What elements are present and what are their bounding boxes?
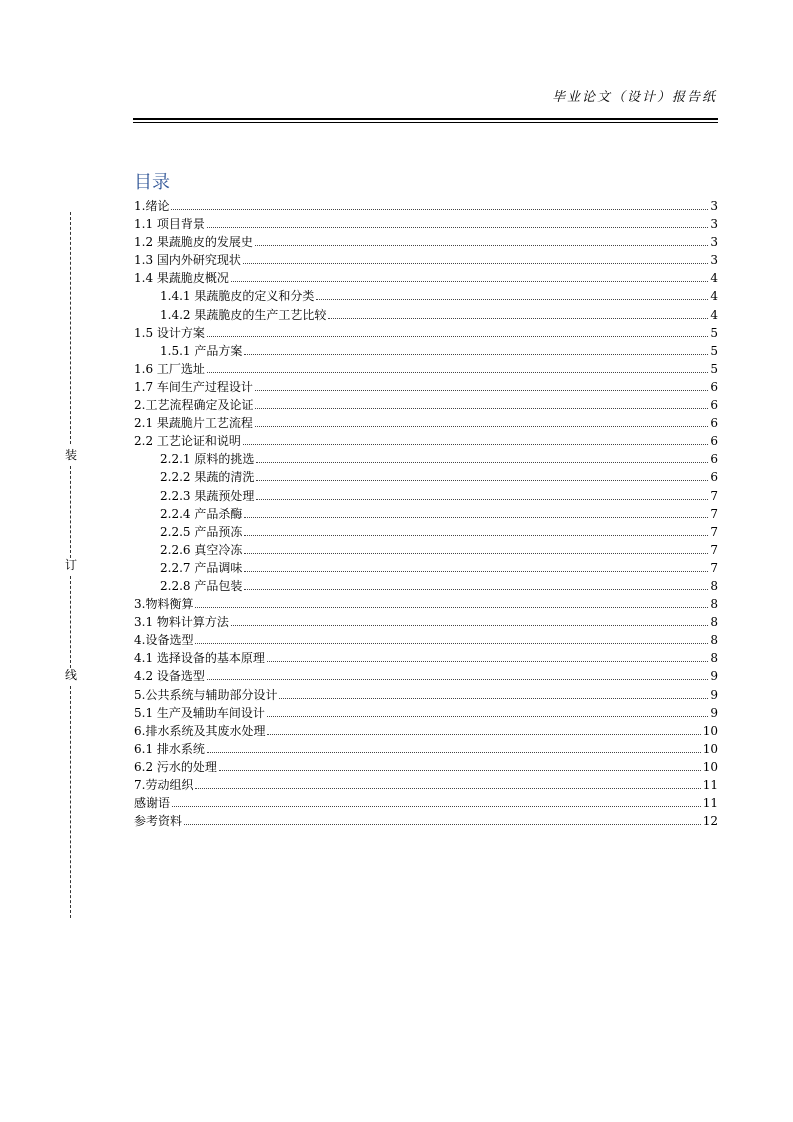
toc-entry-page-number: 6 [710,452,718,467]
toc-entry[interactable] [134,468,718,486]
toc-entry-page-number: 3 [710,199,718,213]
toc-entry[interactable] [134,541,718,559]
toc-entry-page-number: 9 [710,687,718,702]
toc-entry[interactable] [134,432,718,450]
binding-margin [64,212,78,918]
toc-entry-label: 感谢语 [134,796,171,811]
toc-entry-label: 参考资料 [134,814,183,829]
toc-entry-label: 7.劳动组织 [134,778,194,792]
toc-entry-label: 1.3 国内外研究现状 [134,253,241,268]
toc-entry-label: 5.公共系统与辅助部分设计 [134,687,278,702]
toc-entry-label: 2.2.3 果蔬预处理 [160,488,255,503]
toc-entry-page-number: 5 [710,343,718,358]
toc-entry[interactable] [134,613,718,631]
toc-entry-page-number: 6 [710,434,718,449]
toc-dot-leader [267,704,708,717]
toc-entry-page-number: 11 [702,778,718,792]
toc-entry[interactable] [134,595,718,613]
toc-entry-page-number: 3 [710,253,718,268]
toc-entry[interactable] [134,396,718,414]
toc-entry-page-number: 6 [710,398,718,413]
toc-dot-leader [255,378,708,391]
toc-entry-page-number: 12 [702,814,718,829]
toc-entry[interactable] [134,360,718,378]
toc-heading: 目录 [134,172,170,193]
toc-entry-page-number: 4 [710,271,718,286]
toc-dot-leader [244,523,708,536]
toc-entry-label: 1.6 工厂选址 [134,361,205,376]
toc-dot-leader [207,740,701,753]
toc-dot-leader [195,595,708,608]
toc-entry-page-number: 3 [710,217,718,232]
toc-entry[interactable] [134,812,718,830]
toc-dot-leader [207,215,708,228]
toc-dot-leader [171,197,708,210]
toc-dot-leader [256,468,708,481]
toc-entry-page-number: 4 [710,289,718,304]
toc-entry-label: 1.4.1 果蔬脆皮的定义和分类 [160,289,315,304]
toc-dot-leader [267,649,708,662]
toc-entry-label: 4.2 设备选型 [134,669,205,684]
toc-entry-page-number: 8 [710,578,718,593]
toc-dot-leader [195,631,708,644]
toc-entry-label: 2.2.4 产品杀酶 [160,506,243,521]
toc-entry-label: 6.1 排水系统 [134,741,205,756]
toc-dot-leader [184,812,701,825]
toc-dot-leader [195,776,700,789]
toc-entry[interactable] [134,649,718,667]
toc-entry-label: 1.5.1 产品方案 [160,343,243,358]
toc-dot-leader [243,432,708,445]
toc-entry-label: 2.2.7 产品调味 [160,560,243,575]
toc-entry-label: 3.物料衡算 [134,597,194,612]
toc-entry-label: 2.工艺流程确定及论证 [134,398,254,413]
toc-entry-label: 1.4.2 果蔬脆皮的生产工艺比较 [160,307,327,322]
toc-entry-page-number: 9 [710,669,718,684]
toc-entry[interactable] [134,776,718,794]
toc-entry-label: 1.5 设计方案 [134,325,205,340]
toc-entry[interactable] [134,287,718,305]
toc-entry-label: 2.2.5 产品预冻 [160,524,243,539]
toc-entry[interactable] [134,487,718,505]
toc-entry-label: 2.1 果蔬脆片工艺流程 [134,416,253,431]
toc-entry-page-number: 5 [710,325,718,340]
toc-entry-label: 3.1 物料计算方法 [134,615,229,630]
toc-dot-leader [244,541,708,554]
toc-entry[interactable] [134,758,718,776]
toc-dot-leader [243,251,708,264]
toc-dot-leader [267,722,700,735]
toc-dot-leader [207,360,708,373]
toc-entry-label: 2.2.6 真空冷冻 [160,542,243,557]
toc-dot-leader [172,794,701,807]
toc-entry[interactable] [134,523,718,541]
toc-dot-leader [244,559,708,572]
toc-entry-page-number: 7 [710,488,718,503]
toc-entry-label: 6.2 污水的处理 [134,759,217,774]
toc-entry-label: 4.1 选择设备的基本原理 [134,651,265,666]
binding-dashed-line [70,686,71,918]
toc-entry[interactable] [134,794,718,812]
toc-entry-page-number: 5 [710,361,718,376]
toc-entry[interactable] [134,667,718,685]
toc-entry-page-number: 8 [710,633,718,648]
toc-entry[interactable] [134,450,718,468]
toc-entry-page-number: 6 [710,379,718,394]
toc-entry-page-number: 7 [710,542,718,557]
toc-entry[interactable] [134,324,718,342]
toc-entry-page-number: 7 [710,524,718,539]
toc-entry-label: 1.1 项目背景 [134,217,205,232]
toc-dot-leader [231,613,708,626]
toc-entry[interactable] [134,704,718,722]
toc-entry-label: 2.2 工艺论证和说明 [134,434,241,449]
toc-entry-label: 1.4 果蔬脆皮概况 [134,271,229,286]
binding-char-ding: 订 [64,558,77,572]
toc-entry-page-number: 4 [710,307,718,322]
toc-entry-label: 1.7 车间生产过程设计 [134,379,253,394]
toc-entry-label: 4.设备选型 [134,633,194,648]
toc-entry[interactable] [134,233,718,251]
toc-entry-page-number: 6 [710,470,718,485]
binding-char-zhuang: 装 [64,448,77,462]
toc-entry[interactable] [134,306,718,324]
toc-dot-leader [328,306,708,319]
toc-entry[interactable] [134,577,718,595]
toc-entry-label: 2.2.1 原料的挑选 [160,452,255,467]
toc-dot-leader [256,487,708,500]
toc-entry[interactable] [134,559,718,577]
toc-entry[interactable] [134,740,718,758]
toc-dot-leader [256,450,708,463]
toc-dot-leader [255,396,708,409]
toc-entry[interactable] [134,197,718,215]
toc-entry[interactable] [134,722,718,740]
toc-entry-page-number: 11 [702,796,718,811]
toc-entry-page-number: 10 [702,759,718,774]
binding-dashed-line [70,212,71,444]
binding-char-xian: 线 [64,668,77,682]
toc-entry[interactable] [134,269,718,287]
toc-entry[interactable] [134,505,718,523]
toc-dot-leader [207,324,708,337]
header-rule [133,118,718,120]
header-rule-thin [133,122,718,123]
toc-entry-page-number: 6 [710,416,718,431]
toc-entry-page-number: 7 [710,560,718,575]
toc-entry[interactable] [134,378,718,396]
toc-entry-page-number: 3 [710,235,718,250]
toc-entry-label: 2.2.8 产品包装 [160,578,243,593]
toc-entry[interactable] [134,251,718,269]
toc-entry-page-number: 10 [702,723,718,738]
toc-entry[interactable] [134,215,718,233]
toc-entry[interactable] [134,631,718,649]
toc-entry-label: 6.排水系统及其废水处理 [134,723,266,738]
toc-dot-leader [255,414,708,427]
toc-dot-leader [316,287,708,300]
binding-dashed-line [70,576,71,668]
toc-entry-label: 1.2 果蔬脆皮的发展史 [134,235,253,250]
toc-entry[interactable] [134,686,718,704]
toc-entry[interactable] [134,414,718,432]
toc-entry-label: 1.绪论 [134,199,170,213]
toc-dot-leader [231,269,708,282]
toc-entry-page-number: 8 [710,597,718,612]
toc-dot-leader [244,342,708,355]
toc-entry-label: 5.1 生产及辅助车间设计 [134,705,265,720]
toc-dot-leader [207,667,708,680]
toc-entry-page-number: 9 [710,705,718,720]
toc-dot-leader [255,233,708,246]
toc-entry[interactable] [134,342,718,360]
binding-dashed-line [70,466,71,558]
toc-dot-leader [219,758,701,771]
toc-list [134,197,718,830]
toc-dot-leader [244,505,708,518]
toc-dot-leader [244,577,708,590]
toc-entry-page-number: 8 [710,651,718,666]
toc-entry-page-number: 10 [702,741,718,756]
toc-entry-label: 2.2.2 果蔬的清洗 [160,470,255,485]
toc-entry-page-number: 7 [710,506,718,521]
header-title: 毕业论文（设计）报告纸 [551,90,717,105]
toc-entry-page-number: 8 [710,615,718,630]
toc-dot-leader [279,686,708,699]
